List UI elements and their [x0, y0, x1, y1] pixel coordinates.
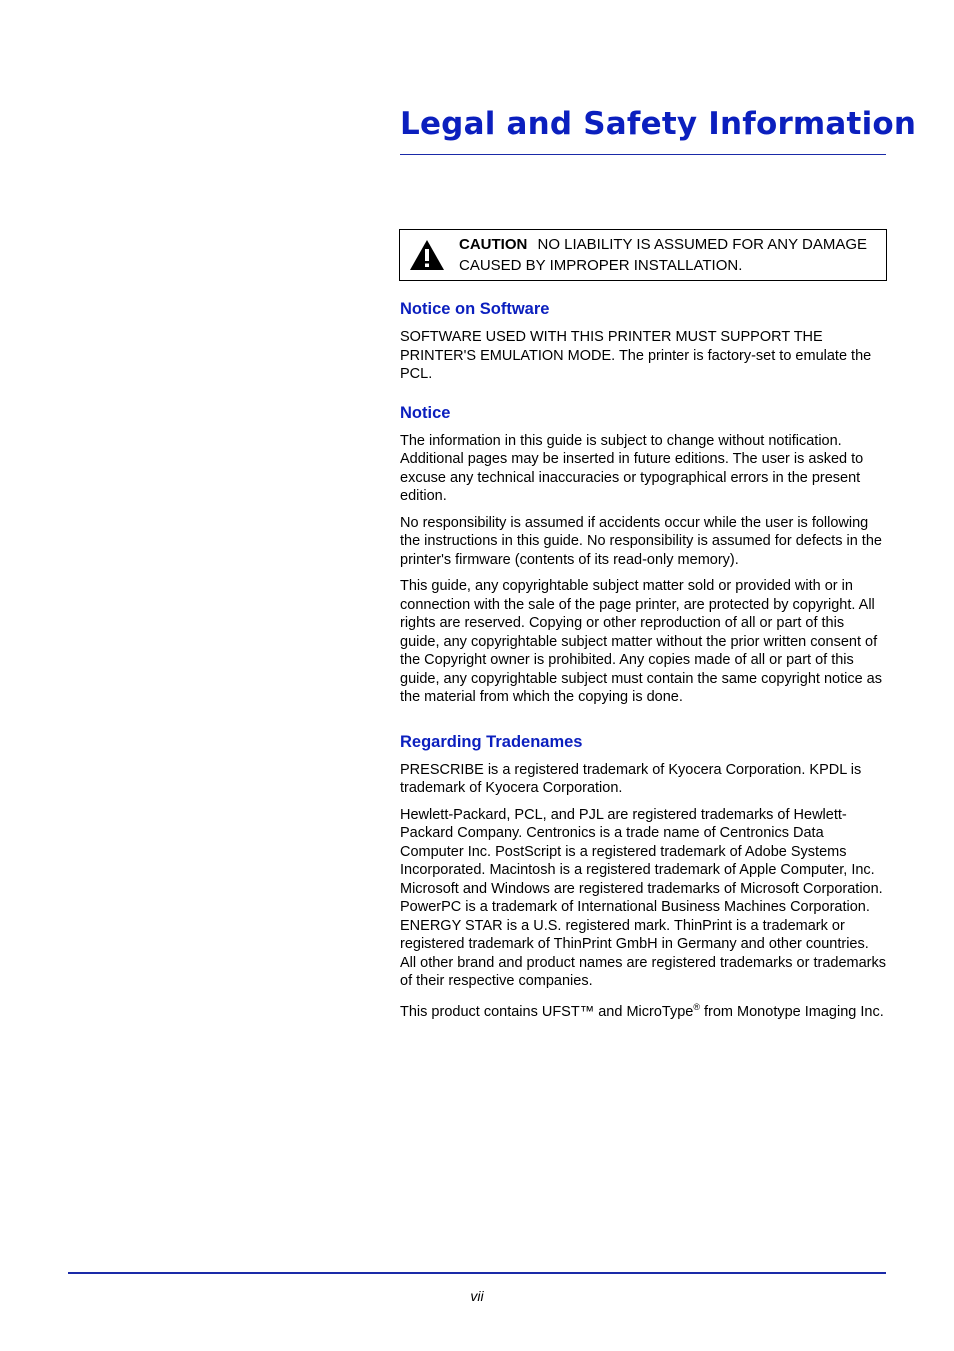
- main-content: [400, 298, 887, 1045]
- footer-rule: [68, 1272, 886, 1274]
- ufst-text-end: from Monotype Imaging Inc.: [699, 1003, 884, 1020]
- paragraph: No responsibility is assumed if accidents occur while the user is following the instructions in this guide. No responsibility is assumed for defects in the printer's firmware (contents of its read-only memory).: [400, 514, 882, 568]
- paragraph: PRESCRIBE is a registered trademark of Kyocera Corporation. KPDL is trademark of Kyocera Corporation.: [400, 761, 862, 796]
- page-title: Legal and Safety Information: [400, 106, 917, 142]
- section-heading: Regarding Tradenames: [400, 732, 583, 751]
- page-number: vii: [470, 1288, 484, 1304]
- title-underline: [400, 154, 886, 155]
- paragraph: Hewlett-Packard, PCL, and PJL are registered trademarks of Hewlett-Packard Company. Centronics is a trade name of Centronics Data Computer Inc. PostScript is a registered trademark of Adobe Systems Incorporated. Macintosh is a registered trademark of Apple Computer, Inc. Microsoft and Windows are registered trademarks of Microsoft Corporation. PowerPC is a trademark of International Business Machines Corporation. ENERGY STAR is a U.S. registered mark. ThinPrint is a trademark or registered trademark of ThinPrint GmbH in Germany and other countries. All other brand and product names are registered trademarks or trademarks of their respective companies.: [400, 806, 886, 989]
- section-heading: Notice: [400, 403, 451, 422]
- caution-box: [399, 229, 887, 281]
- ufst-text: This product contains UFST™ and MicroType: [400, 1003, 694, 1020]
- section-heading: Notice on Software: [400, 300, 550, 318]
- caution-message: NO LIABILITY IS ASSUMED FOR ANY DAMAGE CAUSED BY IMPROPER INSTALLATION.: [459, 236, 868, 274]
- caution-label: CAUTION: [459, 236, 528, 253]
- registered-mark: ®: [693, 1001, 700, 1012]
- warning-triangle-icon: [409, 239, 445, 271]
- paragraph: SOFTWARE USED WITH THIS PRINTER MUST SUPPORT THE PRINTER'S EMULATION MODE. The printer is factory-set to emulate the PCL.: [400, 329, 872, 382]
- section-notice: [400, 402, 887, 707]
- caution-text: [459, 234, 879, 276]
- paragraph: This guide, any copyrightable subject matter sold or provided with or in connection with the sale of the page printer, are protected by copyright. All rights are reserved. Copying or other reproduction of all or part of this guide, any copyrightable subject matter without the prior written consent of the Copyright owner is prohibited. Any copies made of all or part of this guide, any copyrightable subject must contain the same copyright notice as the material from which the copying is done.: [400, 578, 882, 705]
- paragraph-ufst: [400, 1003, 887, 1022]
- section-regarding-tradenames: [400, 731, 887, 1022]
- paragraph: The information in this guide is subject to change without notification. Additional pages may be inserted in future editions. The user is asked to excuse any technical inaccuracies or typographical errors in the present edition.: [400, 432, 864, 504]
- section-notice-on-software: [400, 298, 887, 384]
